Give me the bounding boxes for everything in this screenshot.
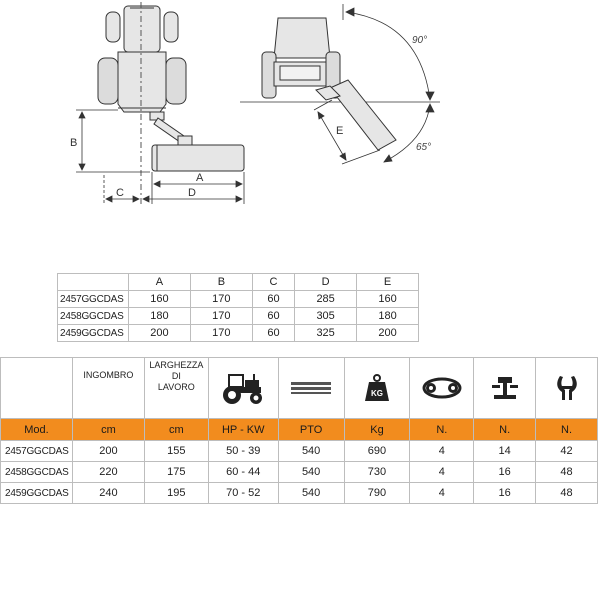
value-cell: 16 [474, 462, 536, 483]
value-cell: 160 [129, 291, 191, 308]
technical-drawing [0, 0, 600, 240]
value-cell: 305 [295, 308, 357, 325]
value-cell: 790 [344, 483, 410, 504]
unit-cell: Kg [344, 419, 410, 441]
weight-kg-text: KG [370, 389, 383, 398]
larghezza-line1: LARGHEZZA [149, 360, 204, 370]
dim-label-a: A [196, 172, 204, 184]
unit-cell: N. [536, 419, 598, 441]
value-cell: 175 [144, 462, 208, 483]
specs-table [0, 357, 598, 504]
unit-cell: N. [410, 419, 474, 441]
dim-label-b: B [70, 137, 78, 149]
unit-cell: PTO [278, 419, 344, 441]
model-cell: 2457GGCDAS [58, 291, 129, 308]
table-row [1, 483, 598, 504]
table-row [58, 325, 419, 342]
value-cell: 42 [536, 441, 598, 462]
unit-cell: cm [72, 419, 144, 441]
dimensions-header-cell: C [252, 274, 294, 291]
value-cell: 690 [344, 441, 410, 462]
blade-icon [536, 358, 598, 419]
model-cell: 2457GGCDAS [1, 441, 73, 462]
dim-label-c: C [116, 187, 124, 199]
value-cell: 200 [129, 325, 191, 342]
value-cell: 540 [278, 483, 344, 504]
table-row [1, 462, 598, 483]
unit-cell: cm [144, 419, 208, 441]
angle-label-90: 90° [412, 35, 428, 46]
value-cell: 14 [474, 441, 536, 462]
dimensions-table [57, 273, 419, 342]
ingombro-label: INGOMBRO [83, 370, 134, 380]
belt-icon [410, 358, 474, 419]
unit-cell: HP - KW [208, 419, 278, 441]
value-cell: 155 [144, 441, 208, 462]
value-cell: 50 - 39 [208, 441, 278, 462]
value-cell: 325 [295, 325, 357, 342]
value-cell: 730 [344, 462, 410, 483]
specs-units-row [1, 419, 598, 441]
value-cell: 195 [144, 483, 208, 504]
ingombro-header [72, 358, 144, 419]
unit-cell: Mod. [1, 419, 73, 441]
dimensions-header-cell: B [190, 274, 252, 291]
dim-label-d: D [188, 187, 196, 199]
tractor-top-view [98, 6, 186, 112]
value-cell: 540 [278, 462, 344, 483]
value-cell: 60 - 44 [208, 462, 278, 483]
value-cell: 540 [278, 441, 344, 462]
empty-header-cell [1, 358, 73, 419]
dimensions-header-cell: D [295, 274, 357, 291]
value-cell: 48 [536, 483, 598, 504]
value-cell: 285 [295, 291, 357, 308]
hammer-icon [474, 358, 536, 419]
larghezza-line3: LAVORO [157, 382, 195, 392]
table-row [58, 291, 419, 308]
table-row [1, 441, 598, 462]
value-cell: 160 [357, 291, 419, 308]
angle-label-65: 65° [416, 142, 432, 153]
dimensions-header-row [58, 274, 419, 291]
value-cell: 180 [357, 308, 419, 325]
tractor-icon [208, 358, 278, 419]
value-cell: 4 [410, 441, 474, 462]
unit-cell: N. [474, 419, 536, 441]
weight-kg-icon [344, 358, 410, 419]
value-cell: 200 [357, 325, 419, 342]
value-cell: 180 [129, 308, 191, 325]
model-cell: 2458GGCDAS [1, 462, 73, 483]
value-cell: 60 [252, 291, 294, 308]
value-cell: 16 [474, 483, 536, 504]
specs-icon-row [1, 358, 598, 419]
mower-arm [150, 112, 244, 171]
value-cell: 170 [190, 308, 252, 325]
value-cell: 220 [72, 462, 144, 483]
pto-shaft-icon [278, 358, 344, 419]
model-cell: 2458GGCDAS [58, 308, 129, 325]
model-cell: 2459GGCDAS [58, 325, 129, 342]
value-cell: 70 - 52 [208, 483, 278, 504]
tilted-mower [316, 80, 396, 150]
value-cell: 200 [72, 441, 144, 462]
value-cell: 4 [410, 462, 474, 483]
dim-label-e: E [336, 125, 344, 137]
dimension-c-d-a [104, 172, 244, 204]
larghezza-line2: DI [171, 371, 181, 381]
value-cell: 4 [410, 483, 474, 504]
larghezza-header [144, 358, 208, 419]
value-cell: 60 [252, 308, 294, 325]
value-cell: 240 [72, 483, 144, 504]
dimensions-header-cell: A [129, 274, 191, 291]
value-cell: 170 [190, 291, 252, 308]
model-cell: 2459GGCDAS [1, 483, 73, 504]
value-cell: 60 [252, 325, 294, 342]
value-cell: 170 [190, 325, 252, 342]
dimensions-header-cell: E [357, 274, 419, 291]
dimensions-header-cell [58, 274, 129, 291]
value-cell: 48 [536, 462, 598, 483]
dimension-b [76, 110, 150, 172]
table-row [58, 308, 419, 325]
